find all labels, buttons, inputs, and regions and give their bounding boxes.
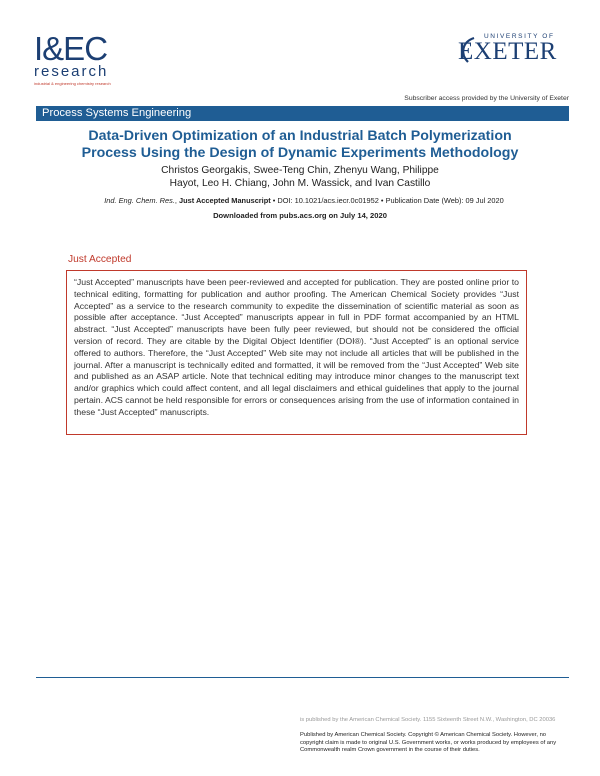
publisher-address: is published by the American Chemical Society. 1155 Sixteenth Street N.W., Washington, DC 20036 [300,717,556,723]
just-accepted-box [66,270,527,435]
article-title-line: Process Using the Design of Dynamic Experiments Methodology [81,145,519,161]
journal-logo [34,30,124,90]
manuscript-type: Just Accepted Manuscript [178,196,271,205]
article-title-line: Data-Driven Optimization of an Industrial Batch Polymerization [88,128,512,144]
just-accepted-text: “Just Accepted” manuscripts have been peer-reviewed and accepted for publication. They are posted online prior to technical editing, formatting for publication and author proofing. The American Chemical Society provides “Just Accepted” as a service to the research community to expedite the dissemination of scientific material as soon as possible after acceptance. “Just Accepted” manuscripts appear in full in PDF format accompanied by an HTML abstract. “Just Accepted” manuscripts have been fully peer reviewed, but should not be considered the official version of record. They are citable by the Digital Object Identifier (DOI®). “Just Accepted” is an optional service offered to authors. Therefore, the “Just Accepted” Web site may not include all articles that will be published in the journal. After a manuscript is technically edited and formatted, it will be removed from the “Just Accepted” Web site and published as an ASAP article. Note that technical editing may introduce minor changes to the manuscript text and/or graphics which could affect content, and all legal disclaimers and ethical guidelines that apply to the journal pertain. ACS cannot be held responsible for errors or consequences arising from the use of information contained in these “Just Accepted” manuscripts. [74,277,519,417]
download-note: Downloaded from pubs.acs.org on July 14, 2020 [213,211,387,220]
authors-line: Christos Georgakis, Swee-Teng Chin, Zhenyu Wang, Philippe [161,165,439,176]
journal-logo-tagline: industrial & engineering chemistry research [34,81,111,86]
authors-line: Hayot, Leo H. Chiang, John M. Wassick, and Ivan Castillo [169,178,431,189]
university-logo-name: EXETER [458,38,557,65]
just-accepted-heading: Just Accepted [68,254,132,265]
article-authors [110,164,490,190]
article-title [40,128,560,162]
university-logo-top: UNIVERSITY OF [484,33,555,40]
access-note: Subscriber access provided by the University of Exeter [404,95,569,102]
citation-line: Ind. Eng. Chem. Res., Just Accepted Manuscript • DOI: 10.1021/acs.iecr.0c01952 • Publication Date (Web): 09 Jul 2020 [104,196,504,205]
journal-logo-main: I&EC [34,30,108,67]
copyright-notice: Published by American Chemical Society. Copyright © American Chemical Society. However, no copyright claim is made to original U.S. Government works, or works produced by employees of any Commonwealth realm Crown government in the course of their duties. [300,732,557,754]
section-banner: Process Systems Engineering [36,106,569,121]
university-logo [454,32,569,72]
journal-logo-sub: research [34,63,109,80]
footer-divider [36,677,569,678]
journal-name: Ind. Eng. Chem. Res. [104,196,175,205]
doi-and-date: • DOI: 10.1021/acs.iecr.0c01952 • Publication Date (Web): 09 Jul 2020 [270,196,504,205]
